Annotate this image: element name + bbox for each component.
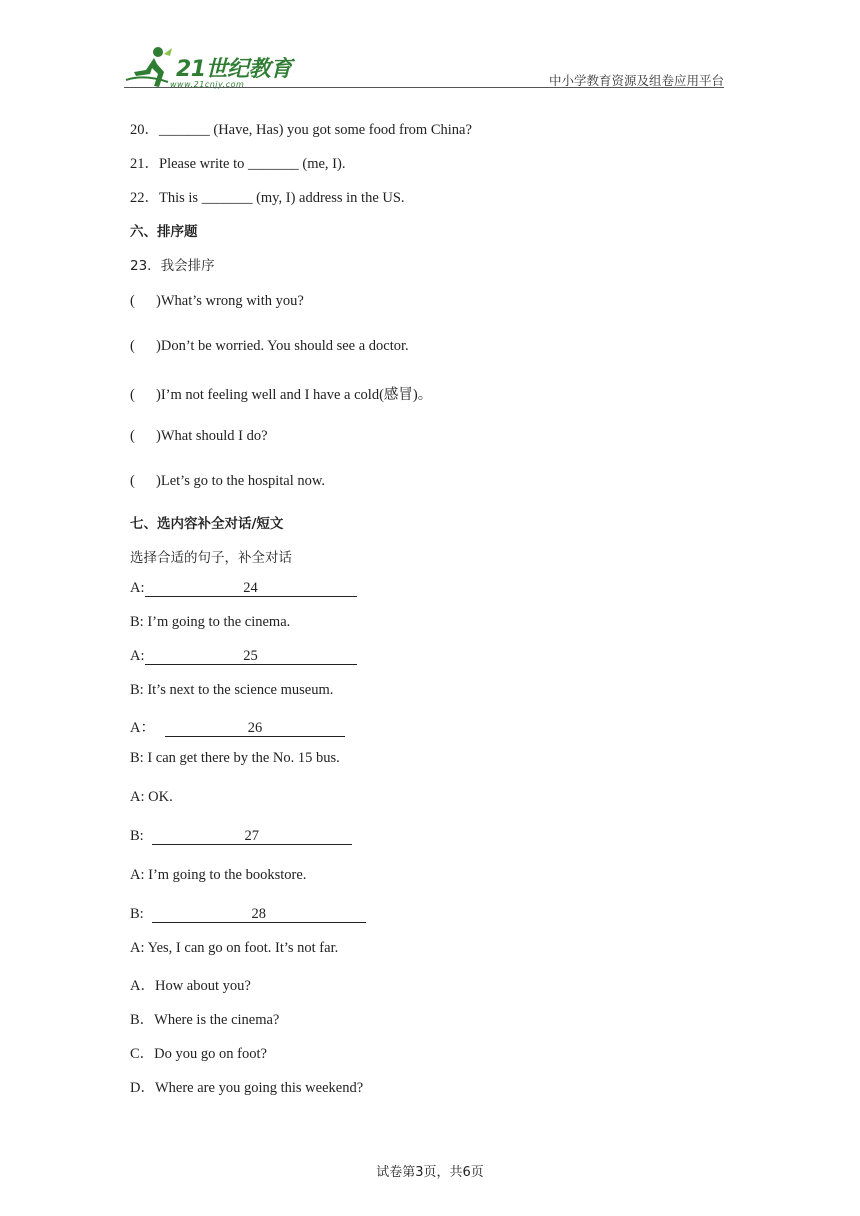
speaker-label: B: <box>130 682 144 698</box>
option-letter: D． <box>130 1080 155 1096</box>
question-number: 22． <box>130 190 159 206</box>
dialog-text: It’s next to the science museum. <box>143 682 334 698</box>
question-number: 21． <box>130 156 159 172</box>
order-blank[interactable]: ( <box>130 428 135 444</box>
speaker-label: A: <box>130 867 145 883</box>
answer-blank[interactable]: 25 <box>145 649 357 665</box>
answer-blank[interactable]: _______ <box>159 122 210 138</box>
question-text: Please write to <box>159 156 248 172</box>
speaker-label: A: <box>130 789 145 805</box>
order-blank[interactable]: ( <box>130 293 135 309</box>
section-title-7: 七、选内容补全对话/短文 <box>130 516 284 532</box>
dialog-line <box>130 682 333 699</box>
option-c[interactable] <box>130 1042 267 1063</box>
question-number: 20． <box>130 122 159 138</box>
question-text: (me, I). <box>298 156 346 172</box>
option-text: Do you go on foot? <box>154 1046 267 1062</box>
answer-blank[interactable]: _______ <box>201 190 253 206</box>
paren-close: ) <box>156 387 161 403</box>
section-title-6: 六、排序题 <box>130 224 198 240</box>
ordering-text: Don’t be worried. You should see a doctor. <box>160 338 409 354</box>
order-blank[interactable]: ( <box>130 387 135 403</box>
answer-blank[interactable]: 26 <box>165 721 345 737</box>
option-text: Where is the cinema? <box>154 1012 280 1028</box>
question-20 <box>130 118 472 139</box>
speaker-label: B: <box>130 828 144 844</box>
dialog-line <box>130 750 340 767</box>
runner-logo-icon <box>124 44 174 90</box>
logo-url: www.21cnjy.com <box>170 80 245 89</box>
question-23: 23．我会排序 <box>130 258 215 274</box>
speaker-label: B: <box>130 750 144 766</box>
paren-close: ) <box>156 428 161 444</box>
ordering-text: I’m not feeling well and I have a cold(感冒)。 <box>160 387 433 403</box>
option-letter: A． <box>130 978 155 994</box>
ordering-item <box>130 338 409 355</box>
option-b[interactable] <box>130 1008 279 1029</box>
ordering-text: Let’s go to the hospital now. <box>160 473 326 489</box>
dialog-line <box>130 614 290 631</box>
dialog-line <box>130 716 345 737</box>
question-text: (my, I) address in the US. <box>252 190 405 206</box>
speaker-label: A: <box>130 580 145 596</box>
logo <box>124 44 294 90</box>
paren-close: ) <box>156 338 161 354</box>
question-21 <box>130 152 345 173</box>
dialog-line <box>130 828 352 845</box>
dialog-line <box>130 906 366 923</box>
order-blank[interactable]: ( <box>130 473 135 489</box>
dialog-text: OK. <box>144 789 173 805</box>
option-text: How about you? <box>154 978 251 994</box>
speaker-label: A： <box>130 720 155 736</box>
ordering-text: What’s wrong with you? <box>160 293 304 309</box>
section-instruction: 选择合适的句子，补全对话 <box>130 550 292 566</box>
answer-blank[interactable]: 24 <box>145 581 357 597</box>
order-blank[interactable]: ( <box>130 338 135 354</box>
paren-close: ) <box>156 473 161 489</box>
dialog-text: I’m going to the cinema. <box>143 614 291 630</box>
dialog-text: Yes, I can go on foot. It’s not far. <box>144 940 339 956</box>
dialog-line <box>130 648 357 665</box>
ordering-item <box>130 293 304 310</box>
dialog-text: I can get there by the No. 15 bus. <box>143 750 340 766</box>
answer-blank[interactable]: 27 <box>152 829 352 845</box>
dialog-line <box>130 940 338 957</box>
option-text: Where are you going this weekend? <box>154 1080 364 1096</box>
option-letter: C． <box>130 1046 155 1062</box>
speaker-label: A: <box>130 648 145 664</box>
answer-blank[interactable]: 28 <box>152 907 366 923</box>
ordering-item <box>130 383 432 404</box>
dialog-line <box>130 580 357 597</box>
answer-blank[interactable]: _______ <box>248 156 299 172</box>
logo-text: 21世纪教育 <box>176 57 292 82</box>
platform-name: 中小学教育资源及组卷应用平台 <box>548 73 724 88</box>
paren-close: ) <box>156 293 161 309</box>
speaker-label: A: <box>130 940 145 956</box>
speaker-label: B: <box>130 906 144 922</box>
question-22 <box>130 186 405 207</box>
question-text: This is <box>159 190 202 206</box>
question-text: (Have, Has) you got some food from China? <box>209 122 472 138</box>
ordering-item <box>130 473 325 490</box>
ordering-item <box>130 428 268 445</box>
page-footer: 试卷第3页，共6页 <box>376 1165 484 1180</box>
dialog-line <box>130 789 173 806</box>
option-a[interactable] <box>130 974 251 995</box>
ordering-text: What should I do? <box>160 428 268 444</box>
dialog-text: I’m going to the bookstore. <box>144 867 307 883</box>
dialog-line <box>130 867 306 884</box>
page-header <box>124 44 724 92</box>
header-divider <box>124 87 724 88</box>
option-d[interactable] <box>130 1076 363 1097</box>
option-letter: B． <box>130 1012 155 1028</box>
speaker-label: B: <box>130 614 144 630</box>
